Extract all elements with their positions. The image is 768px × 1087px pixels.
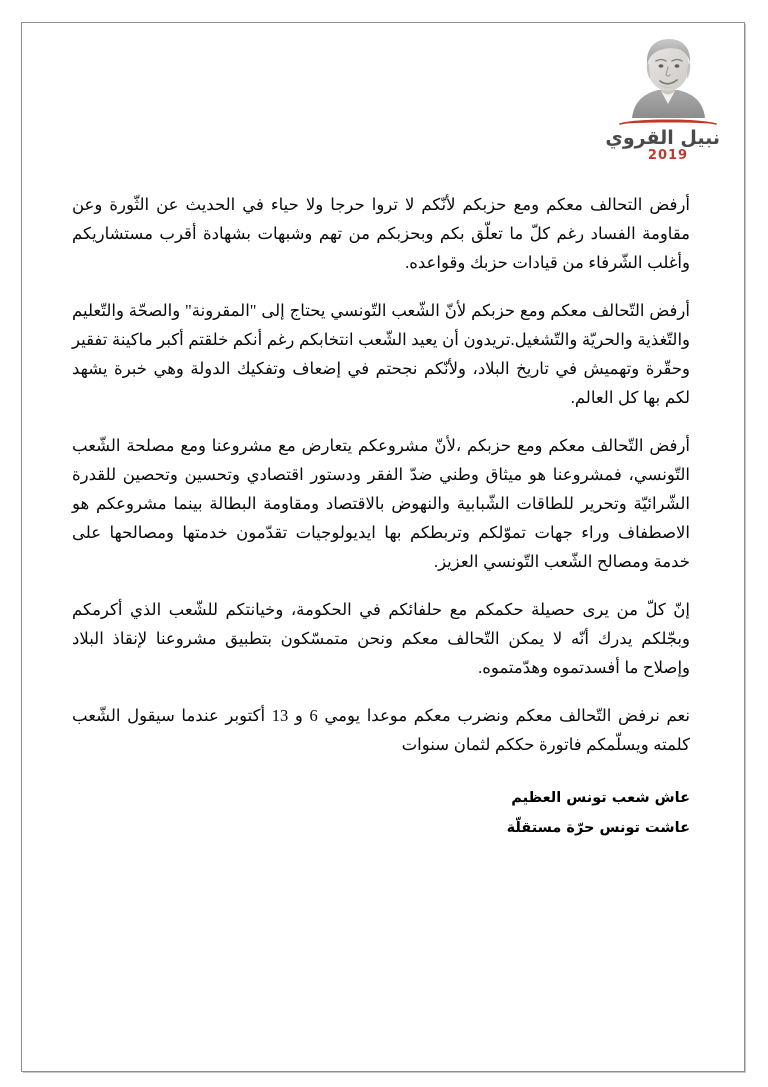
paragraph-2: أرفض التّحالف معكم ومع حزبكم لأنّ الشّعب التّونسي يحتاج إلى "المقرونة" والصحّة والتّعليم والتّغذية والحريّة والتّشغيل.تريدون أن يعيد الشّعب انتخابكم رغم أنكم خلقتم أكبر ماكينة تفقير وحقّرة وتهميش في تاريخ البلاد، ولأنّكم نجحتم في إضعاف وتفكيك الدولة وهي خبرة يشهد لكم بها كل العالم.: [72, 301, 690, 407]
campaign-logo: [605, 32, 720, 163]
logo-year: 2019: [647, 148, 689, 163]
candidate-portrait-icon: [616, 32, 720, 118]
paragraph-3: أرفض التّحالف معكم ومع حزبكم ،لأنّ مشروعكم يتعارض مع مشروعنا ومع مصلحة الشّعب التّونسي، فمشروعنا هو ميثاق وطني ضدّ الفقر ودستور اقتصادي وتحسين وتحصين للقدرة الشّرائيّة وتحرير للطاقات الشّبابية والنهوض بالاقتصاد ومقاومة البطالة بينما مشروعكم هو الاصطفاف وراء جهات تموّلكم وتربطكم بها ايديولوجيات تقدّمون خدمتها ومصالحها على خدمة ومصالح الشّعب التّونسي العزيز.: [72, 436, 690, 571]
closing-line-1: عاش شعب تونس العظيم: [511, 790, 690, 806]
paragraph-4: إنّ كلّ من يرى حصيلة حكمكم مع حلفائكم في الحكومة، وخيانتكم للشّعب الذي أكرمكم وبجّلكم يدرك أنّه لا يمكن التّحالف معكم ونحن متمسّكون بتطبيق مشروعنا لإنقاذ البلاد وإصلاح ما أفسدتموه وهدّمتموه.: [72, 600, 690, 677]
logo-candidate-name: نبيل القروي: [605, 127, 720, 149]
paragraph-5: نعم نرفض التّحالف معكم ونضرب معكم موعدا يومي 6 و 13 أكتوبر عندما سيقول الشّعب كلمته ويسلّمكم فاتورة حككم لثمان سنوات: [72, 706, 690, 754]
document-body: [72, 190, 690, 843]
paragraph-1: أرفض التحالف معكم ومع حزبكم لأنّكم لا تروا حرجا ولا حياء في الحديث عن الثّورة وعن مقاومة الفساد رغم كلّ ما تعلّق بكم وبحزبكم من تهم وشبهات بشهادة أقرب مستشاريكم وأغلب الشّرفاء من قيادات حزبك وقواعده.: [72, 195, 690, 272]
closing-block: [72, 783, 690, 843]
closing-line-2: عاشت تونس حرّة مستقلّة: [506, 820, 690, 836]
